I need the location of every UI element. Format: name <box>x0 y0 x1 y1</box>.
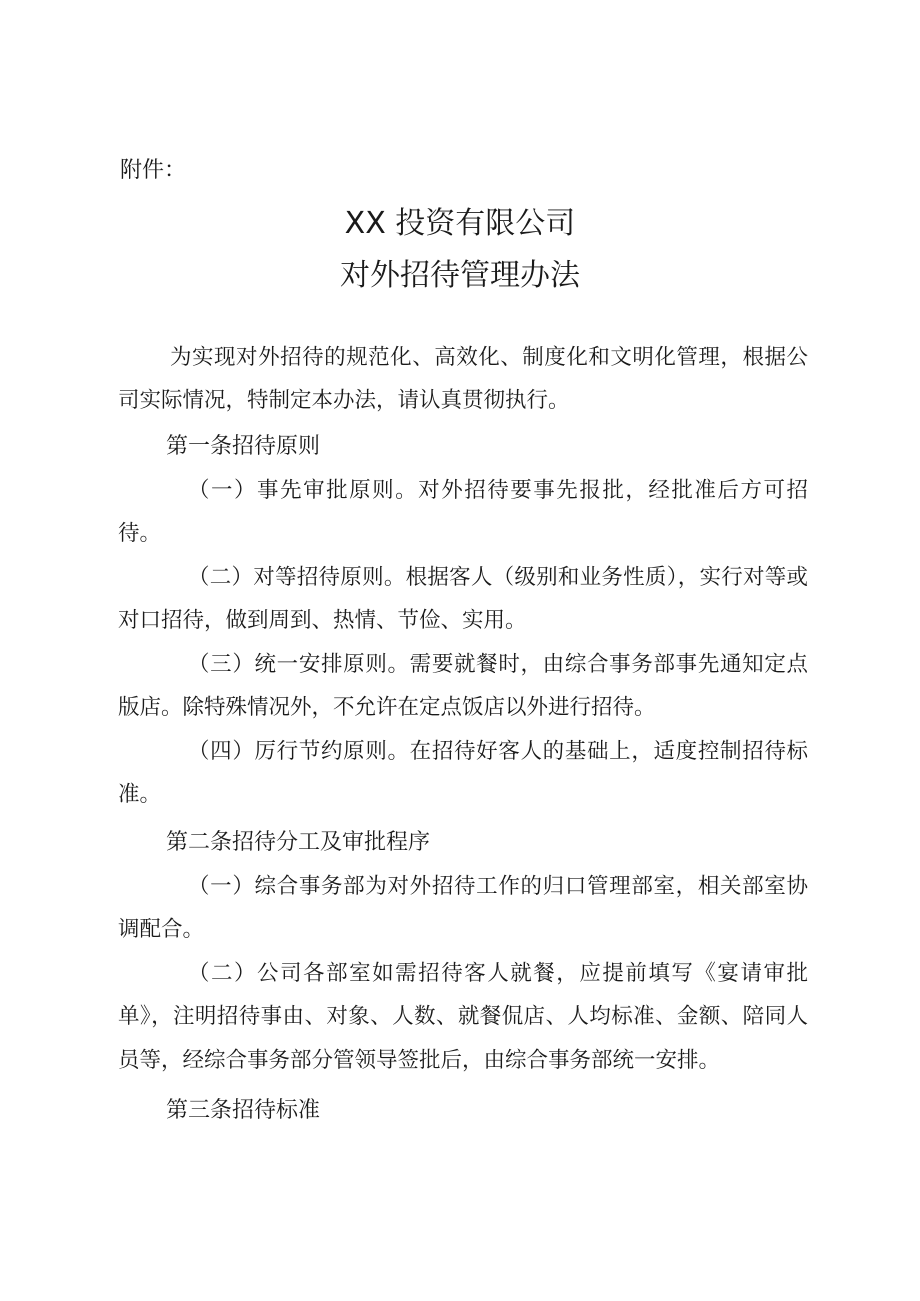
article-2-clause-1: （一）综合事务部为对外招待工作的归口管理部室，相关部室协调配合。 <box>118 874 808 943</box>
document-title-subject: 对外招待管理办法 <box>340 258 580 293</box>
article-2-heading: 第二条招待分工及审批程序 <box>166 830 431 855</box>
article-1-clause-4: （四）厉行节约原则。在招待好客人的基础上，适度控制招待标准。 <box>118 739 808 808</box>
document-title-company: XX 投资有限公司 <box>344 206 576 241</box>
attachment-label: 附件： <box>120 158 187 183</box>
article-1-clause-1: （一）事先审批原则。对外招待要事先报批，经批准后方可招待。 <box>118 478 808 547</box>
article-3-heading: 第三条招待标准 <box>166 1098 321 1123</box>
article-1-clause-3: （三）统一安排原则。需要就餐时，由综合事务部事先通知定点版店。除特殊情况外，不允许在定点饭店以外进行招待。 <box>118 652 808 721</box>
intro-paragraph: 为实现对外招待的规范化、高效化、制度化和文明化管理，根据公司实际情况，特制定本办法，请认真贯彻执行。 <box>118 345 808 414</box>
article-1-clause-2: （二）对等招待原则。根据客人（级别和业务性质），实行对等或对口招待，做到周到、热情、节俭、实用。 <box>118 565 808 634</box>
article-1-heading: 第一条招待原则 <box>166 434 321 459</box>
article-2-clause-2: （二）公司各部室如需招待客人就餐，应提前填写《宴请审批单》，注明招待事由、对象、人数、就餐侃店、人均标准、金额、陪同人员等，经综合事务部分管领导签批后，由综合事务部统一安排。 <box>118 961 808 1073</box>
